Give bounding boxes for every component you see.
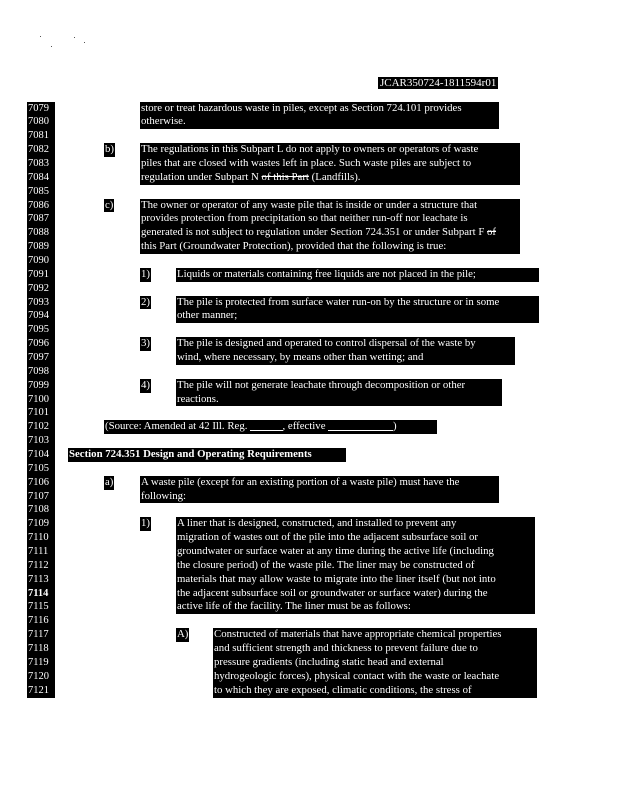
line-number: 7115 xyxy=(27,600,55,614)
document-line xyxy=(0,559,618,573)
document-line xyxy=(0,129,618,143)
line-number: 7108 xyxy=(27,503,55,517)
text-run: The owner or operator of any waste pile that is inside or under a structure that xyxy=(141,198,478,211)
line-text xyxy=(213,684,537,698)
text-run: hydrogeologic forces), physical contact with the waste or leachate xyxy=(214,669,500,682)
line-text xyxy=(176,351,515,365)
section-heading: Section 724.351 Design and Operating Requirements xyxy=(69,448,312,460)
document-line xyxy=(0,199,618,213)
text-run: groundwater or surface water at any time during the active life (including xyxy=(177,545,494,558)
struck-text: of this Part xyxy=(261,170,309,183)
line-text xyxy=(213,642,537,656)
line-text xyxy=(140,171,520,185)
line-number: 7081 xyxy=(27,129,55,143)
line-text xyxy=(176,517,535,531)
line-text xyxy=(140,102,499,116)
document-line xyxy=(0,323,618,337)
text-run: The regulations in this Subpart L do not apply to owners or operators of waste xyxy=(141,143,479,156)
line-text xyxy=(176,573,535,587)
line-number: 7085 xyxy=(27,185,55,199)
text-run: The pile is protected from surface water run-on by the structure or in some xyxy=(177,295,500,308)
line-number: 7112 xyxy=(27,559,55,573)
line-text xyxy=(140,157,520,171)
line-number: 7099 xyxy=(27,379,55,393)
document-line xyxy=(0,448,618,462)
line-number: 7096 xyxy=(27,337,55,351)
document-line xyxy=(0,351,618,365)
line-number: 7107 xyxy=(27,490,55,504)
line-text xyxy=(140,476,499,490)
line-number: 7083 xyxy=(27,157,55,171)
document-line xyxy=(0,476,618,490)
text-run: A liner that is designed, constructed, and installed to prevent any xyxy=(177,517,457,530)
line-text xyxy=(176,379,502,393)
line-text xyxy=(104,420,437,434)
document-line xyxy=(0,684,618,698)
item-label: 1) xyxy=(141,267,150,280)
line-number: 7119 xyxy=(27,656,55,670)
document-line xyxy=(0,420,618,434)
document-line xyxy=(0,600,618,614)
item-label: 4) xyxy=(141,378,150,391)
line-text xyxy=(140,240,520,254)
line-number: 7095 xyxy=(27,323,55,337)
blank-field: ____________ xyxy=(328,420,393,433)
line-number: 7103 xyxy=(27,434,55,448)
document-line xyxy=(0,337,618,351)
line-text xyxy=(140,199,520,213)
text-run: Constructed of materials that have appropriate chemical properties xyxy=(214,628,502,641)
line-text xyxy=(176,600,535,614)
item-label: 3) xyxy=(141,337,150,350)
line-number: 7093 xyxy=(27,296,55,310)
line-number: 7100 xyxy=(27,393,55,407)
line-number: 7114 xyxy=(27,587,55,601)
line-number: 7116 xyxy=(27,614,55,628)
item-label: b) xyxy=(105,143,114,156)
document-line xyxy=(0,531,618,545)
item-label: c) xyxy=(105,198,114,211)
text-run: piles that are closed with wastes left in place. Such waste piles are subject to xyxy=(141,156,472,169)
line-number: 7109 xyxy=(27,517,55,531)
text-run: active life of the facility. The liner must be as follows: xyxy=(177,600,411,613)
document-line xyxy=(0,143,618,157)
document-id: JCAR350724-1811594r01 xyxy=(380,77,497,89)
line-number: 7090 xyxy=(27,254,55,268)
line-text xyxy=(140,115,499,129)
text-run: , effective xyxy=(282,420,329,433)
text-run: wind, where necessary, by means other than wetting; and xyxy=(177,350,424,363)
document-line xyxy=(0,268,618,282)
line-number: 7086 xyxy=(27,199,55,213)
document-line xyxy=(0,379,618,393)
item-label: a) xyxy=(105,475,114,488)
line-number: 7120 xyxy=(27,670,55,684)
line-text xyxy=(176,559,535,573)
document-line xyxy=(0,573,618,587)
text-run: to which they are exposed, climatic conditions, the stress of xyxy=(214,683,472,696)
line-number: 7113 xyxy=(27,573,55,587)
document-line xyxy=(0,240,618,254)
text-run: migration of wastes out of the pile into the adjacent subsurface soil or xyxy=(177,531,479,544)
document-line xyxy=(0,656,618,670)
text-run: A waste pile (except for an existing portion of a waste pile) must have the xyxy=(141,475,460,488)
line-number: 7121 xyxy=(27,684,55,698)
document-line xyxy=(0,309,618,323)
document-line xyxy=(0,490,618,504)
line-number: 7106 xyxy=(27,476,55,490)
document-line xyxy=(0,102,618,116)
line-number: 7118 xyxy=(27,642,55,656)
line-number: 7087 xyxy=(27,212,55,226)
line-text xyxy=(176,393,502,407)
line-number: 7080 xyxy=(27,115,55,129)
document-line xyxy=(0,545,618,559)
document-line xyxy=(0,462,618,476)
document-line xyxy=(0,642,618,656)
text-run: this Part (Groundwater Protection), provided that the following is true: xyxy=(141,240,447,253)
line-text xyxy=(176,587,535,601)
item-label: 1) xyxy=(141,517,150,530)
document-line xyxy=(0,254,618,268)
text-run: other manner; xyxy=(177,309,238,322)
text-run: The pile will not generate leachate through decomposition or other xyxy=(177,378,466,391)
text-run: otherwise. xyxy=(141,115,186,128)
document-line xyxy=(0,296,618,310)
text-run: provides protection from precipitation so that neither run-off nor leachate is xyxy=(141,212,468,225)
line-number: 7084 xyxy=(27,171,55,185)
line-text xyxy=(176,309,539,323)
line-text xyxy=(213,656,537,670)
line-text xyxy=(140,143,520,157)
text-run: regulation under Subpart N xyxy=(141,170,262,183)
text-run: generated is not subject to regulation under Section 724.351 or under Subpart F xyxy=(141,226,488,239)
document-line xyxy=(0,517,618,531)
text-run: materials that may allow waste to migrate into the liner itself (but not into xyxy=(177,572,496,585)
item-label: A) xyxy=(177,628,189,641)
scan-specks xyxy=(36,34,96,54)
line-number: 7101 xyxy=(27,406,55,420)
text-run: The pile is designed and operated to control dispersal of the waste by xyxy=(177,337,476,350)
document-line xyxy=(0,226,618,240)
document-line xyxy=(0,185,618,199)
document-line xyxy=(0,393,618,407)
line-number: 7094 xyxy=(27,309,55,323)
line-number: 7105 xyxy=(27,462,55,476)
line-text xyxy=(140,490,499,504)
line-number: 7117 xyxy=(27,628,55,642)
text-run: store or treat hazardous waste in piles, except as Section 724.101 provides xyxy=(141,101,462,114)
document-line xyxy=(0,614,618,628)
document-line xyxy=(0,434,618,448)
item-label: 2) xyxy=(141,295,150,308)
line-number: 7079 xyxy=(27,102,55,116)
document-line xyxy=(0,365,618,379)
line-text xyxy=(213,628,537,642)
document-line xyxy=(0,282,618,296)
line-text xyxy=(140,212,520,226)
line-number: 7082 xyxy=(27,143,55,157)
line-text xyxy=(176,296,539,310)
text-run: pressure gradients (including static head and external xyxy=(214,655,444,668)
blank-field: ______ xyxy=(250,420,283,433)
line-text xyxy=(213,670,537,684)
line-number: 7111 xyxy=(27,545,55,559)
line-text xyxy=(140,226,520,240)
document-line xyxy=(0,115,618,129)
line-text xyxy=(176,268,539,282)
document-line xyxy=(0,670,618,684)
line-number: 7089 xyxy=(27,240,55,254)
line-text xyxy=(176,337,515,351)
text-run: (Source: Amended at 42 Ill. Reg. xyxy=(105,420,251,433)
text-run: following: xyxy=(141,489,186,502)
document-line xyxy=(0,503,618,517)
line-number: 7104 xyxy=(27,448,55,462)
line-text xyxy=(176,545,535,559)
document-line xyxy=(0,587,618,601)
line-number: 7098 xyxy=(27,365,55,379)
document-line xyxy=(0,157,618,171)
line-number: 7097 xyxy=(27,351,55,365)
line-number: 7088 xyxy=(27,226,55,240)
text-run: Liquids or materials containing free liquids are not placed in the pile; xyxy=(177,267,476,280)
line-text xyxy=(176,531,535,545)
text-run: ) xyxy=(392,420,397,433)
document-line xyxy=(0,171,618,185)
text-run: the closure period) of the waste pile. The liner may be constructed of xyxy=(177,558,475,571)
line-number: 7091 xyxy=(27,268,55,282)
document-line xyxy=(0,212,618,226)
text-run: the adjacent subsurface soil or groundwater or surface water) during the xyxy=(177,586,488,599)
text-run: and sufficient strength and thickness to prevent failure due to xyxy=(214,642,478,655)
text-run: reactions. xyxy=(177,392,219,405)
struck-text: of xyxy=(487,226,497,239)
document-line xyxy=(0,628,618,642)
line-number: 7110 xyxy=(27,531,55,545)
line-number: 7102 xyxy=(27,420,55,434)
line-number: 7092 xyxy=(27,282,55,296)
line-text xyxy=(68,448,346,462)
text-run: (Landfills). xyxy=(308,170,361,183)
document-line xyxy=(0,406,618,420)
